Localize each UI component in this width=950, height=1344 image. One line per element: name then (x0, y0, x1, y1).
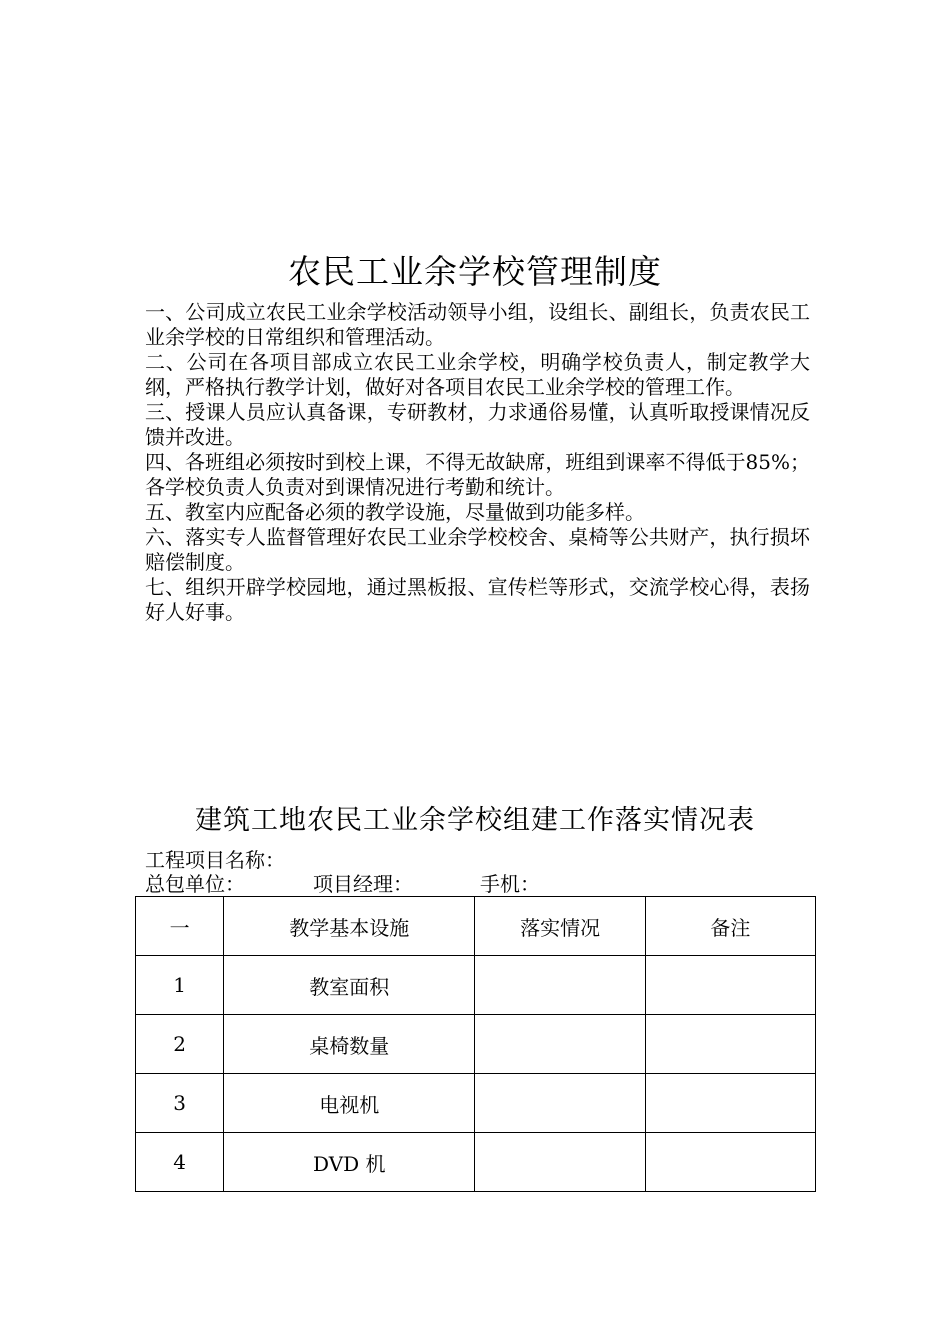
row-number: 1 (136, 956, 224, 1015)
contractor-label: 总包单位： (145, 872, 245, 896)
header-section-number: 一 (136, 897, 224, 956)
row-facility: 教室面积 (224, 956, 475, 1015)
rule-item: 三、授课人员应认真备课，专研教材，力求通俗易懂，认真听取授课情况反馈并改进。 (145, 400, 810, 449)
rule-item: 五、教室内应配备必须的教学设施，尽量做到功能多样。 (145, 500, 645, 524)
manager-label: 项目经理： (313, 872, 413, 896)
row-number: 4 (136, 1133, 224, 1192)
table-row (136, 956, 816, 1015)
header-facility: 教学基本设施 (224, 897, 475, 956)
row-status-cell[interactable] (475, 956, 645, 1015)
row-remark-cell[interactable] (645, 1133, 815, 1192)
project-name-label: 工程项目名称： (145, 848, 285, 872)
header-status: 落实情况 (475, 897, 645, 956)
row-status-cell[interactable] (475, 1015, 645, 1074)
rule-item: 四、各班组必须按时到校上课，不得无故缺席，班组到课率不得低于85%；各学校负责人负责对到课情况进行考勤和统计。 (145, 450, 810, 499)
row-facility: 桌椅数量 (224, 1015, 475, 1074)
facilities-table (135, 896, 816, 1192)
row-status-cell[interactable] (475, 1074, 645, 1133)
row-facility: 电视机 (224, 1074, 475, 1133)
rule-item: 六、落实专人监督管理好农民工业余学校校舍、桌椅等公共财产，执行损坏赔偿制度。 (145, 525, 810, 574)
rule-item: 二、公司在各项目部成立农民工业余学校，明确学校负责人，制定教学大纲，严格执行教学计划，做好对各项目农民工业余学校的管理工作。 (145, 350, 810, 399)
row-number: 3 (136, 1074, 224, 1133)
info-line (145, 872, 540, 897)
row-status-cell[interactable] (475, 1133, 645, 1192)
row-remark-cell[interactable] (645, 1074, 815, 1133)
table-row (136, 1133, 816, 1192)
phone-label: 手机： (480, 872, 540, 896)
table-row (136, 1074, 816, 1133)
row-number: 2 (136, 1015, 224, 1074)
table-header-row (136, 897, 816, 956)
rules-list (145, 300, 810, 625)
rule-item: 七、组织开辟学校园地，通过黑板报、宣传栏等形式，交流学校心得，表扬好人好事。 (145, 575, 810, 624)
row-remark-cell[interactable] (645, 956, 815, 1015)
document-title: 农民工业余学校管理制度 (288, 252, 662, 291)
form-title: 建筑工地农民工业余学校组建工作落实情况表 (195, 805, 755, 836)
table-row (136, 1015, 816, 1074)
row-remark-cell[interactable] (645, 1015, 815, 1074)
row-facility: DVD 机 (224, 1133, 475, 1192)
header-remark: 备注 (645, 897, 815, 956)
rule-item: 一、公司成立农民工业余学校活动领导小组，设组长、副组长，负责农民工业余学校的日常组织和管理活动。 (145, 300, 810, 349)
